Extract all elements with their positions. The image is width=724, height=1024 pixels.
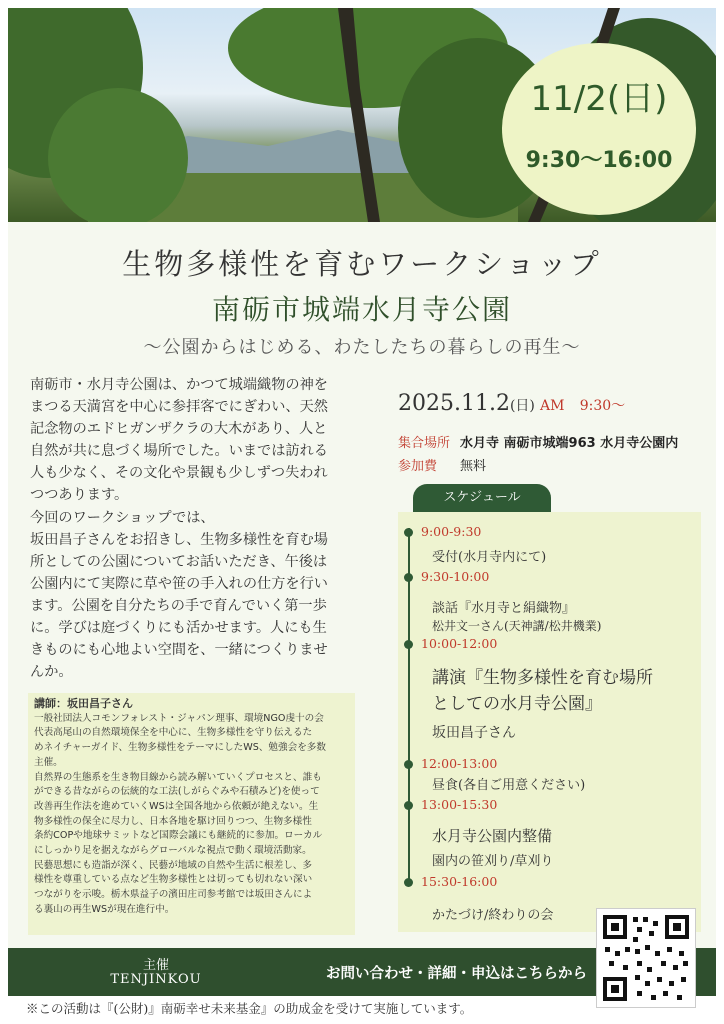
intro-line: 公園内にて実際に草や笹の手入れの仕方を行い bbox=[30, 575, 328, 592]
place-row bbox=[398, 432, 679, 451]
lecturer-line: 物多様性の保全に尽力し、日本各地を駆け回りつつ、生物多様性 bbox=[34, 815, 312, 827]
intro-line: まつる天満宮を中心に参拝客でにぎわい、天然 bbox=[30, 399, 328, 416]
schedule-tab: スケジュール bbox=[413, 484, 551, 512]
lecturer-line: 改善再生作法を進めていくWSは全国各地から依頼が絶えない。生 bbox=[34, 800, 319, 812]
schedule-item: 受付(水月寺内にて) bbox=[432, 550, 547, 565]
fee-row bbox=[398, 455, 487, 474]
lecturer-line: 様性を尊重している点など生物多様性とは切っても切れない深い bbox=[34, 874, 313, 886]
intro-text bbox=[30, 374, 365, 683]
lecturer-line: 代表高尾山の自然環境保全を中心に、生物多様性を守り伝えるた bbox=[34, 727, 313, 739]
intro-line: 今回のワークショップでは、 bbox=[30, 509, 215, 526]
event-year: 2025. bbox=[398, 391, 461, 416]
date-badge-time: 9:30〜16:00 bbox=[525, 148, 673, 173]
place-value: 水月寺 南砺市城端963 水月寺公園内 bbox=[460, 436, 679, 451]
schedule-time: 9:30-10:00 bbox=[421, 569, 490, 584]
intro-line: んか。 bbox=[30, 664, 73, 681]
schedule-item: 水月寺公園内整備 bbox=[432, 827, 553, 845]
date-badge-date: 11/2(日) bbox=[530, 79, 668, 119]
lecturer-line: 一般社団法人コモンフォレスト・ジャパン理事、環境NGO虔十の会 bbox=[34, 712, 324, 724]
lecturer-line: めネイチャーガイド、生物多様性をテーマにしたWS、勉強会を多数 bbox=[34, 742, 326, 754]
event-ampm: AM bbox=[540, 398, 565, 414]
intro-line: ます。公園を自分たちの手で育んでいく第一歩 bbox=[30, 597, 327, 614]
lecturer-line: 主催。 bbox=[34, 756, 63, 768]
timeline-dot bbox=[404, 878, 413, 887]
contact-text: お問い合わせ・詳細・申込はこちらから bbox=[326, 966, 587, 982]
organizer-name: TENJINKOU bbox=[110, 972, 202, 987]
event-weekday: (日) bbox=[509, 398, 535, 414]
schedule-item: 昼食(各自ご用意ください) bbox=[432, 778, 586, 793]
page-title: 生物多様性を育むワークショップ bbox=[122, 247, 602, 281]
schedule-item: 談話『水月寺と絹織物』 bbox=[432, 601, 576, 616]
schedule-item: かたづけ/終わりの会 bbox=[432, 908, 554, 923]
schedule-item: としての水月寺公園』 bbox=[432, 694, 602, 714]
timeline-dot bbox=[404, 573, 413, 582]
intro-line: 人も少なく、その文化や景観も少しずつ失われ bbox=[30, 465, 328, 482]
lecturer-line: つながりを示唆。栃木県益子の濱田庄司参考館では坂田さんによ bbox=[34, 889, 313, 901]
timeline-dot bbox=[404, 640, 413, 649]
qr-code[interactable] bbox=[596, 908, 696, 1008]
qr-code-image bbox=[597, 909, 695, 1007]
schedule-item: 坂田昌子さん bbox=[432, 725, 516, 741]
funding-note: ※この活動は『(公財)』南砺幸せ未来基金』の助成金を受けて実施しています。 bbox=[26, 1001, 473, 1016]
lecturer-box bbox=[28, 693, 355, 935]
intro-line: 自然が共に息づく場所でした。いまでは訪れる bbox=[30, 443, 328, 460]
intro-line: 所としての公園についてお話いただき、午後は bbox=[30, 553, 328, 570]
organizer-label: 主催 bbox=[142, 958, 169, 973]
schedule-item: 松井文一さん(天神講/松井機業) bbox=[432, 619, 602, 633]
fee-label: 参加費 bbox=[398, 459, 438, 474]
lecturer-line: ができる昔ながらの伝統的な工法(しがらぐみや石積みど)を使って bbox=[34, 786, 320, 798]
lecturer-title: 講師：坂田昌子さん bbox=[34, 697, 133, 710]
venue-title: 南砺市城端水月寺公園 bbox=[211, 293, 512, 326]
timeline-dot bbox=[404, 801, 413, 810]
schedule-time: 13:00-15:30 bbox=[421, 797, 498, 812]
lecturer-line: にしっかり足を据えながらグローバルな視点で動く環境活動家。 bbox=[34, 845, 312, 857]
event-start: 9:30〜 bbox=[579, 398, 626, 414]
timeline-dot bbox=[404, 528, 413, 537]
schedule-time: 12:00-13:00 bbox=[421, 756, 498, 771]
intro-line: きものにも心地よい空間を、一緒につくりませ bbox=[30, 642, 328, 659]
intro-line: に。学びは庭づくりにも活かせます。人にも生 bbox=[30, 620, 327, 637]
hero-photo bbox=[8, 8, 716, 222]
subtitle: 〜公園からはじめる、わたしたちの暮らしの再生〜 bbox=[143, 337, 581, 358]
intro-line: つつあります。 bbox=[30, 487, 129, 504]
event-date bbox=[398, 391, 625, 416]
schedule-item: 講演『生物多様性を育む場所 bbox=[432, 668, 653, 688]
lecturer-line: 条約COPや地球サミットなど国際会議にも継続的に参加。ローカル bbox=[34, 830, 323, 842]
fee-value: 無料 bbox=[460, 459, 487, 474]
schedule-time: 15:30-16:00 bbox=[421, 874, 498, 889]
schedule-time: 9:00-9:30 bbox=[421, 524, 482, 539]
lecturer-line: 民藝思想にも造詣が深く、民藝が地域の自然や生活に根差し、多 bbox=[34, 859, 313, 871]
intro-line: 記念物のエドヒガンザクラの大木があり、人と bbox=[30, 421, 328, 438]
place-label: 集合場所 bbox=[398, 436, 451, 451]
intro-line: 南砺市・水月寺公園は、かつて城端織物の神を bbox=[30, 377, 328, 393]
lecturer-line: 自然界の生態系を生き物目線から読み解いていくプロセスと、誰も bbox=[34, 771, 322, 783]
lecturer-line: る裏山の再生WSが現在進行中。 bbox=[34, 903, 175, 915]
timeline-dot bbox=[404, 760, 413, 769]
schedule-time: 10:00-12:00 bbox=[421, 636, 498, 651]
date-badge bbox=[502, 43, 696, 215]
schedule-item: 園内の笹刈り/草刈り bbox=[432, 854, 554, 869]
intro-line: 坂田昌子さんをお招きし、生物多様性を育む場 bbox=[30, 531, 328, 548]
event-month-day: 11.2 bbox=[460, 391, 510, 416]
